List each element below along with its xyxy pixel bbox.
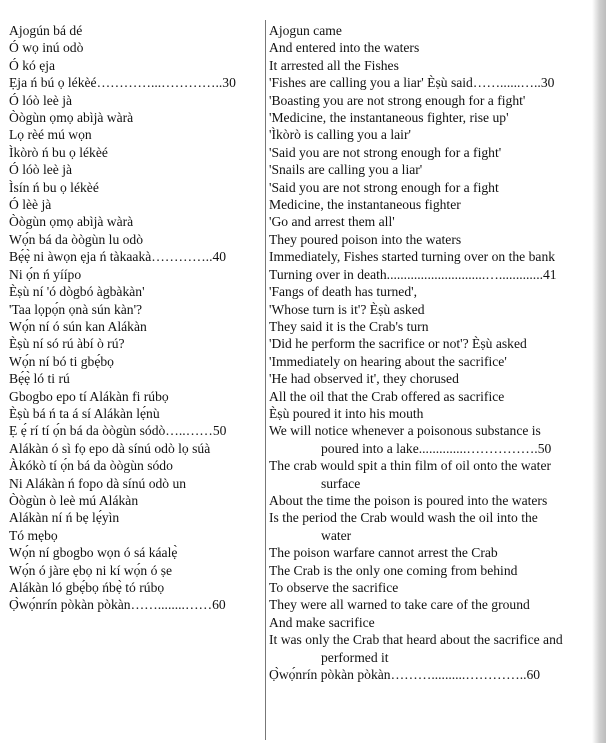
translation-line-text: 'Said you are not strong enough for a fight' — [269, 144, 502, 160]
translation-line-text: 'Boasting you are not strong enough for a fight' — [269, 92, 526, 108]
translation-line — [269, 301, 596, 318]
translation-line — [269, 422, 596, 457]
translation-line — [269, 266, 596, 283]
verse-line: Bẹ́ẹ̀ ni àwọn ẹja ń tàkaakà…………..40 — [9, 249, 227, 265]
verse-line: Ni ọ́n ń yíípo — [9, 266, 82, 282]
translation-line-text: Turning over in death.............................….............41 — [269, 266, 557, 282]
translation-line-text: 'Snails are calling you a liar' — [269, 162, 423, 178]
verse-line: Wọ́n ní bó ti gbẹ́bọ — [9, 353, 114, 369]
verse-line: Òògùn ò leè mú Alákàn — [9, 492, 139, 508]
translation-line — [269, 231, 596, 248]
verse-line: Alákàn ló gbẹ́bọ ńbẹ̀ tó rúbọ — [9, 580, 165, 595]
verse-line: Gbogbo epo tí Alákàn fi rúbọ — [9, 388, 169, 404]
verse-line: Ó lèè jà — [9, 197, 52, 213]
translation-line-text: They poured poison into the waters — [269, 231, 462, 247]
verse-line: Wọ́n ní ó sún kan Alákàn — [9, 318, 147, 334]
translation-line — [269, 213, 596, 230]
page-edge-shadow — [592, 0, 606, 743]
translation-line — [269, 92, 596, 109]
translation-line-text: Medicine, the instantaneous fighter — [269, 197, 461, 213]
translation-line-text: Is the period the Crab would wash the oil into the — [269, 510, 538, 526]
translation-line-text: About the time the poison is poured into the waters — [269, 492, 548, 508]
translation-line — [269, 144, 596, 161]
verse-line: Ìkòrò ń bu ọ lékèé — [9, 144, 108, 160]
translation-line-text: 'Go and arrest them all' — [269, 214, 395, 230]
translation-line — [269, 492, 596, 509]
translation-line — [269, 335, 596, 352]
translation-line-text: It was only the Crab that heard about the sacrifice and — [269, 632, 563, 648]
translation-line-text: 'He had observed it', they chorused — [269, 371, 459, 387]
translation-line-text: It arrested all the Fishes — [269, 57, 399, 73]
verse-line: Tó mẹbọ — [9, 527, 58, 543]
english-translation-column — [269, 22, 596, 683]
verse-line: Ó wọ inú odò — [9, 40, 84, 56]
verse-line: Lọ rèé mú wọn — [9, 127, 92, 143]
verse-line: Àkókò tí ọ́n bá da òògùn sódo — [9, 458, 173, 474]
translation-line-text: The poison warfare cannot arrest the Crab — [269, 545, 498, 561]
translation-line-text: And entered into the waters — [269, 40, 420, 56]
verse-line: Wọ́n ó jàre ẹbọ ni kí wọ́n ó ṣe — [9, 562, 173, 578]
verse-line: Wọ́n ní gbogbo wọn ó sá káalẹ̀ — [9, 545, 178, 561]
translation-line — [269, 283, 596, 300]
translation-line-text: 'Did he perform the sacrifice or not'? Èṣù asked — [269, 336, 527, 352]
translation-line — [269, 22, 596, 39]
verse-line: Ẹ ẹ́ rí tí ọ́n bá da òògùn sódò…..……50 — [9, 423, 227, 439]
verse-line: Èṣù ní 'ó dògbó àgbàkàn' — [9, 284, 145, 300]
translation-line-text: Immediately, Fishes started turning over on the bank — [269, 249, 556, 265]
verse-line: Wọ́n bá da òògùn lu odò — [9, 231, 144, 247]
translation-line — [269, 353, 596, 370]
verse-line: Bẹ́ẹ̀ ló ti rú — [9, 371, 70, 387]
translation-line-continuation: water — [321, 527, 352, 543]
verse-line: Òògùn ọmọ abìjà wàrà — [9, 214, 134, 230]
translation-line-text: 'Said you are not strong enough for a fight — [269, 179, 499, 195]
verse-line: 'Taa lọpọ́n ọnà sún kàn'? — [9, 301, 143, 317]
translation-line-text: Èṣù poured it into his mouth — [269, 405, 424, 421]
verse-line: Èṣù bá ń ta á sí Alákàn lẹ́nù — [9, 405, 160, 421]
verse-line: Ìsín ń bu ọ lékèé — [9, 179, 99, 195]
verse-line: Alákàn ní ń bẹ lẹ́yìn — [9, 510, 120, 526]
translation-line — [269, 562, 596, 579]
verse-line: Alákàn ó sì fọ epo dà sínú odò lọ súà — [9, 440, 211, 456]
translation-line-text: 'Medicine, the instantaneous fighter, rise up' — [269, 110, 509, 126]
translation-line — [269, 161, 596, 178]
translation-line-text: And make sacrifice — [269, 614, 375, 630]
translation-line-continuation: performed it — [321, 649, 389, 665]
translation-line-text: 'Ìkòrò is calling you a lair' — [269, 127, 411, 143]
translation-line — [269, 614, 596, 631]
translation-line-text: Ọ̀wọ́nrín pòkàn pòkàn………..........…………..60 — [269, 667, 541, 683]
translation-line — [269, 74, 596, 91]
translation-line — [269, 109, 596, 126]
yoruba-verse-column — [9, 22, 263, 614]
translation-line-text: 'Fangs of death has turned', — [269, 284, 417, 300]
translation-line-text: They were all warned to take care of the ground — [269, 597, 530, 613]
translation-line-text: 'Whose turn is it'? Èṣù asked — [269, 301, 425, 317]
translation-line — [269, 57, 596, 74]
translation-line-text: All the oil that the Crab offered as sacrifice — [269, 388, 505, 404]
translation-line — [269, 457, 596, 492]
translation-line — [269, 509, 596, 544]
translation-line — [269, 126, 596, 143]
verse-line: Ọ̀wọ́nrín pòkàn pòkàn……........……60 — [9, 597, 226, 613]
translation-line-text: 'Immediately on hearing about the sacrifice' — [269, 353, 507, 369]
translation-line — [269, 666, 596, 683]
translation-line-text: 'Fishes are calling you a liar' Èṣù said……......…..30 — [269, 75, 555, 91]
translation-line-text: We will notice whenever a poisonous substance is — [269, 423, 541, 439]
translation-line — [269, 196, 596, 213]
translation-line-text: The Crab is the only one coming from behind — [269, 562, 518, 578]
column-divider — [265, 20, 266, 740]
verse-line: Ó lóò leè jà — [9, 162, 73, 178]
translation-line-continuation: poured into a lake..............…………….50 — [321, 440, 552, 456]
translation-line — [269, 318, 596, 335]
translation-line — [269, 39, 596, 56]
translation-line-text: The crab would spit a thin film of oil onto the water — [269, 458, 552, 474]
verse-line: Òògùn ọmọ abìjà wàrà — [9, 110, 134, 126]
translation-line-text: To observe the sacrifice — [269, 580, 399, 595]
translation-line — [269, 405, 596, 422]
verse-line: Ajogún bá dé — [9, 23, 83, 38]
translation-line — [269, 596, 596, 613]
translation-line — [269, 248, 596, 265]
verse-line: Ó kó ẹja — [9, 57, 56, 73]
translation-line — [269, 179, 596, 196]
translation-line — [269, 370, 596, 387]
translation-line-text: Ajogun came — [269, 23, 342, 38]
translation-line — [269, 544, 596, 561]
translation-line — [269, 579, 596, 596]
translation-line — [269, 631, 596, 666]
verse-line: Ó lóò leè jà — [9, 92, 73, 108]
translation-line-continuation: surface — [321, 475, 361, 491]
verse-line: Ni Alákàn ń fopo dà sínú odò un — [9, 475, 187, 491]
translation-line — [269, 388, 596, 405]
verse-line: Èṣù ní só rú àbí ò rú? — [9, 336, 125, 352]
translation-line-text: They said it is the Crab's turn — [269, 318, 429, 334]
verse-line: Ẹja ń bú ọ lékèé…………...…………..30 — [9, 75, 236, 91]
